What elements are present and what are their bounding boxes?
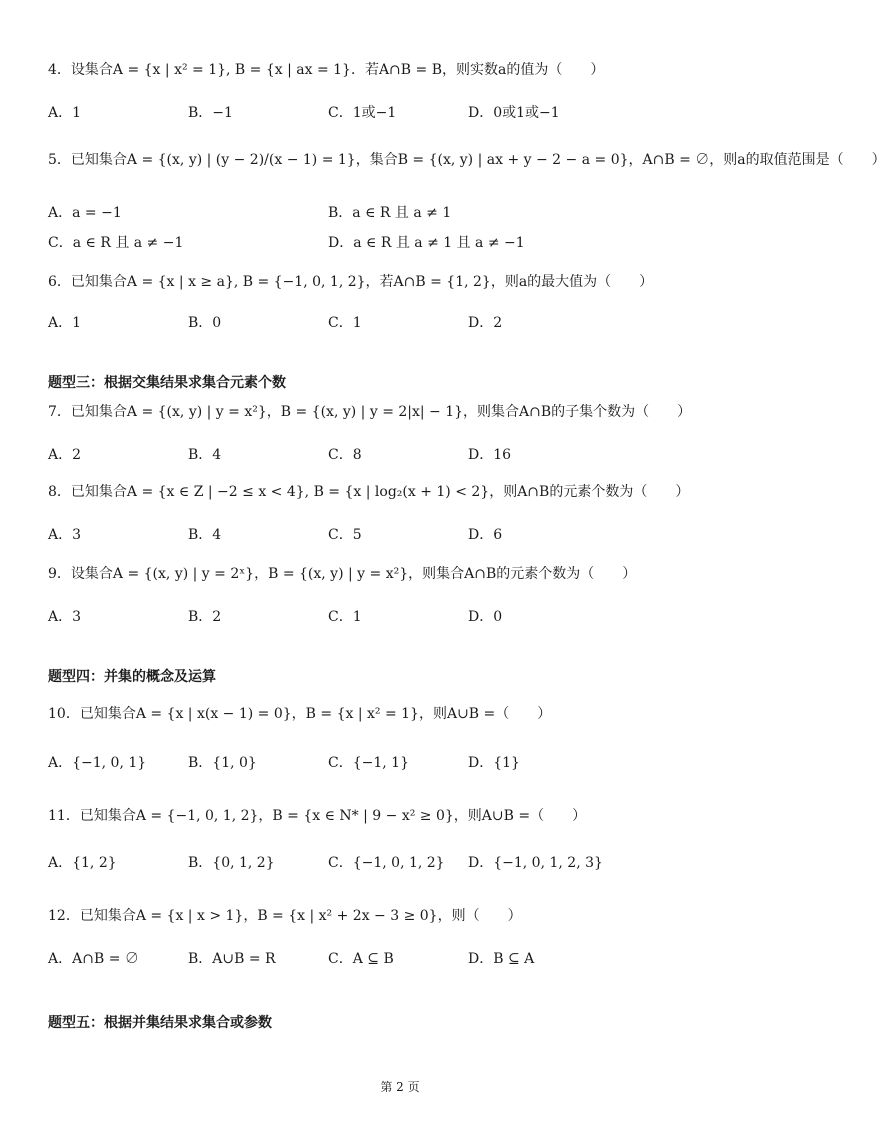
question-9-stem: 9．设集合A = {(x, y) | y = 2ˣ}，B = {(x, y) | y = x²}，则集合A∩B的元素个数为（ ） [48,566,637,582]
option-a: A．{−1, 0, 1} [48,755,147,771]
option-b: B．0 [188,315,222,331]
option-a: A．3 [48,609,82,625]
question-12-options [48,948,748,968]
question-7-options [48,444,748,464]
question-4-options [48,102,748,122]
question-8-stem: 8．已知集合A = {x ∈ Z | −2 ≤ x < 4}, B = {x | log₂(x + 1) < 2}，则A∩B的元素个数为（ ） [48,484,690,500]
option-d: D．0或1或−1 [468,105,560,121]
question-7-stem: 7．已知集合A = {(x, y) | y = x²}，B = {(x, y) | y = 2|x| − 1}，则集合A∩B的子集个数为（ ） [48,404,692,420]
option-b: B．4 [188,447,222,463]
section-heading-4: 题型四：并集的概念及运算 [48,669,216,685]
question-6-stem: 6．已知集合A = {x | x ≥ a}, B = {−1, 0, 1, 2}，若A∩B = {1, 2}，则a的最大值为（ ） [48,274,654,290]
question-5-stem: 5．已知集合A = {(x, y) | (y − 2)/(x − 1) = 1}，集合B = {(x, y) | ax + y − 2 − a = 0}，A∩B = ∅，则a的取值范围是（ ） [48,152,886,168]
option-a: A．1 [48,315,82,331]
option-b: B．−1 [188,105,233,121]
question-10-options [48,752,748,772]
question-10-stem: 10．已知集合A = {x | x(x − 1) = 0}，B = {x | x² = 1}，则A∪B =（ ） [48,706,552,722]
page-number: 第 2 页 [380,1080,420,1094]
option-c: C．1或−1 [328,105,397,121]
option-d: D．0 [468,609,503,625]
option-c: C．5 [328,527,362,543]
question-8-options [48,524,748,544]
option-b: B．{1, 0} [188,755,257,771]
option-a: A．A∩B = ∅ [48,951,139,967]
option-c: C．{−1, 1} [328,755,409,771]
option-c: C．1 [328,315,362,331]
option-d: D．{−1, 0, 1, 2, 3} [468,855,603,871]
option-a: A．{1, 2} [48,855,117,871]
option-c: C．{−1, 0, 1, 2} [328,855,445,871]
option-b: B．a ∈ R 且 a ≠ 1 [328,205,452,221]
option-b: B．2 [188,609,222,625]
option-c: C．A ⊆ B [328,951,394,967]
option-d: D．B ⊆ A [468,951,535,967]
question-5-options-row2 [48,232,748,252]
option-c: C．1 [328,609,362,625]
option-a: A．a = −1 [48,205,122,221]
option-c: C．a ∈ R 且 a ≠ −1 [48,235,184,251]
question-9-options [48,606,748,626]
question-12-stem: 12．已知集合A = {x | x > 1}，B = {x | x² + 2x − 3 ≥ 0}，则（ ） [48,908,522,924]
question-11-options [48,852,748,872]
option-a: A．1 [48,105,82,121]
section-heading-5: 题型五：根据并集结果求集合或参数 [48,1015,272,1031]
option-b: B．4 [188,527,222,543]
question-5-options-row1 [48,202,748,222]
question-11-stem: 11．已知集合A = {−1, 0, 1, 2}，B = {x ∈ N* | 9 − x² ≥ 0}，则A∪B =（ ） [48,808,587,824]
option-d: D．{1} [468,755,520,771]
question-6-options [48,312,748,332]
option-b: B．A∪B = R [188,951,276,967]
option-d: D．2 [468,315,503,331]
option-d: D．6 [468,527,503,543]
option-b: B．{0, 1, 2} [188,855,275,871]
section-heading-3: 题型三：根据交集结果求集合元素个数 [48,375,286,391]
question-4-stem: 4．设集合A = {x | x² = 1}, B = {x | ax = 1}．若A∩B = B，则实数a的值为（ ） [48,62,605,78]
option-a: A．2 [48,447,82,463]
option-d: D．a ∈ R 且 a ≠ 1 且 a ≠ −1 [328,235,525,251]
option-d: D．16 [468,447,512,463]
option-c: C．8 [328,447,362,463]
option-a: A．3 [48,527,82,543]
